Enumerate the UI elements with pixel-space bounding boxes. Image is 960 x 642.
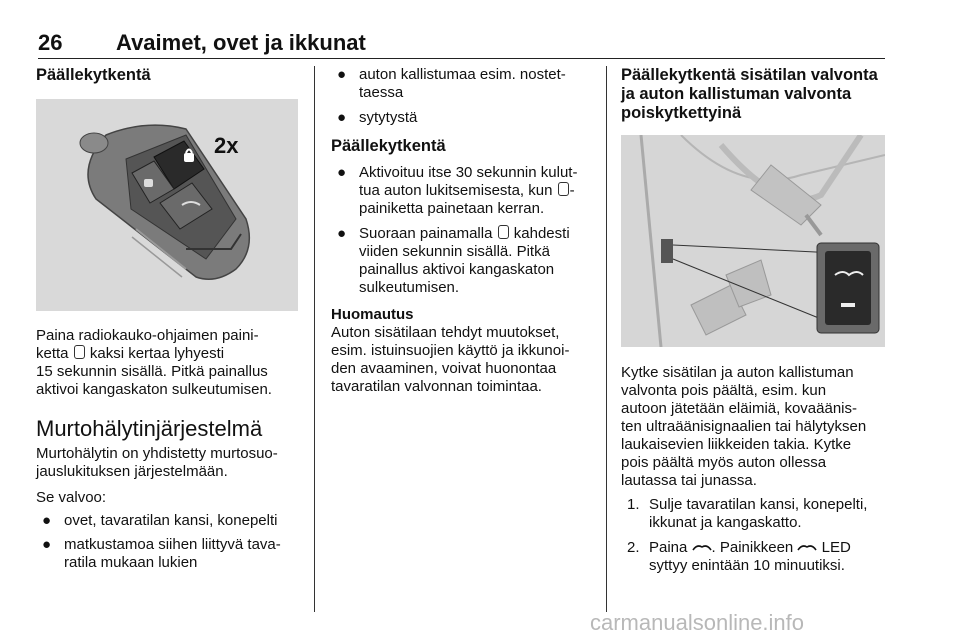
- press-count-label: 2x: [214, 133, 239, 158]
- lock-icon: [74, 345, 85, 359]
- list-item: ● ovet, tavaratilan kansi, konepelti: [42, 512, 278, 529]
- page-header: [38, 30, 885, 59]
- switch-location-figure: [621, 135, 885, 347]
- deactivation-desc: valvonta pois päältä, esim. kun: [621, 382, 827, 399]
- key-fob-figure: [36, 99, 298, 311]
- vehicle-tilt-icon: [797, 543, 817, 552]
- note-line: Auton sisätilaan tehdyt muutokset,: [331, 324, 560, 341]
- list-item: ● auton kallistumaa esim. nostet- taessa: [337, 66, 566, 101]
- heading-deactivation: ja auton kallistuman valvonta: [621, 85, 852, 103]
- instruction-line-2: ketta kaksi kertaa lyhyesti: [36, 345, 225, 362]
- deactivation-desc: lautassa tai junassa.: [621, 472, 757, 489]
- heading-deactivation: Päällekytkentä sisätilan valvonta: [621, 66, 878, 84]
- steps-list: [621, 496, 889, 575]
- note-title: Huomautus: [331, 306, 414, 323]
- deactivation-desc: ten ultraäänisignaalien tai hälytyksen: [621, 418, 867, 435]
- step-item: 1. Sulje tavaratilan kansi, konepelti, ikkunat ja kangaskatto.: [627, 496, 868, 531]
- page-number: 26: [38, 30, 63, 55]
- chapter-title: Avaimet, ovet ja ikkunat: [116, 30, 366, 55]
- note-line: tavaratilan valvonnan toimintaa.: [331, 378, 542, 395]
- list-item: ● matkustamoa siihen liittyvä tava- ratila mukaan lukien: [42, 536, 281, 571]
- instruction-line-1: Paina radiokauko-ohjaimen paini-: [36, 327, 259, 344]
- monitor-list: [36, 512, 300, 572]
- column-2: [331, 66, 591, 396]
- heading-deactivation: poiskytkettyinä: [621, 104, 742, 122]
- heading-activation: Päällekytkentä: [36, 66, 151, 84]
- vehicle-tilt-icon: [692, 543, 712, 552]
- column-3: [621, 66, 889, 575]
- note-line: esim. istuinsuojien käyttö ja ikkunoi-: [331, 342, 570, 359]
- column-1: [36, 66, 300, 572]
- list-item: ● Suoraan painamalla kahdesti viiden sekunnin sisällä. Pitkä painallus aktivoi kangaskaton sulkeutumisen.: [337, 225, 570, 296]
- deactivation-desc: Kytke sisätilan ja auton kallistuman: [621, 364, 854, 381]
- deactivation-desc: autoon jätetään eläimiä, kovaäänis-: [621, 400, 857, 417]
- key-fob-illustration: [36, 99, 298, 311]
- watermark: carmanualsonline.info: [590, 610, 805, 635]
- column-divider-1: [314, 66, 315, 612]
- deactivation-desc: pois päältä myös auton ollessa: [621, 454, 827, 471]
- dashboard-illustration: [621, 135, 885, 347]
- column-divider-2: [606, 66, 607, 612]
- alarm-desc-line-2: jauslukituksen järjestelmään.: [36, 463, 228, 480]
- alarm-desc-line-1: Murtohälytin on yhdistetty murtosuo-: [36, 445, 278, 462]
- deactivation-desc: laukaisevien liikkeiden takia. Kytke: [621, 436, 852, 453]
- section-title-alarm: Murtohälytinjärjestelmä: [36, 416, 263, 441]
- instruction-line-3: 15 sekunnin sisällä. Pitkä painallus: [36, 363, 268, 380]
- lock-icon: [558, 182, 569, 196]
- lock-icon: [498, 225, 509, 239]
- list-item: ● Aktivoituu itse 30 sekunnin kulut- tua auton lukitsemisesta, kun - painiketta painetaan kerran.: [337, 164, 578, 217]
- list-item: ● sytytystä: [337, 109, 418, 126]
- note-line: den avaaminen, voivat huonontaa: [331, 360, 557, 377]
- monitors-intro: Se valvoo:: [36, 489, 107, 506]
- instruction-line-4: aktivoi kangaskaton sulkeutumisen.: [36, 381, 272, 398]
- step-item: 2. Paina . Painikkeen LED syttyy enintään 10 minuutiksi.: [627, 539, 851, 574]
- heading-activation-2: Päällekytkentä: [331, 137, 446, 155]
